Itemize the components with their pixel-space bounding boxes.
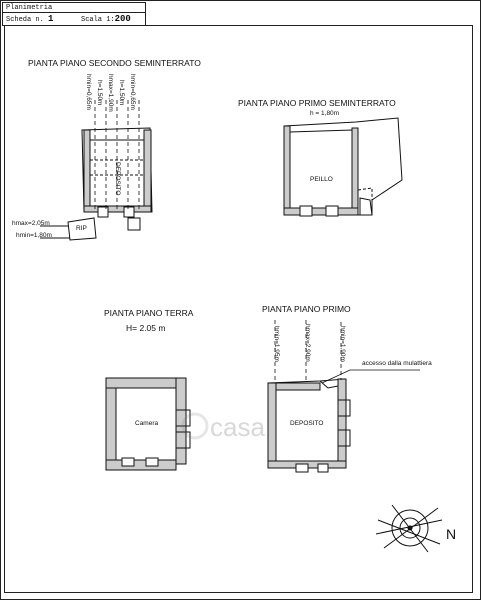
plan-1-hmin-rip: hmin=1,80m [16,232,52,239]
plan-1-height-2: h=1,50m [96,80,103,106]
plan-1-height-5: hmin=0,65m [129,74,136,110]
plan-1-height-3: hmax=1,90m [107,74,114,112]
plan-4-title: PIANTA PIANO PRIMO [262,304,351,314]
plan-secondo-seminterrato [40,100,152,240]
plan-primo-seminterrato [284,118,402,216]
plan-2-room: PEILLO [310,176,333,183]
plan-3-title: PIANTA PIANO TERRA [104,308,194,318]
scala-value: 200 [114,14,131,24]
plan-1-rip: RIP [76,225,87,232]
plan-1-height-1: hmin=0,65m [85,74,92,110]
plan-1-title: PIANTA PIANO SECONDO SEMINTERRATO [28,58,201,68]
watermark-text: casa [210,412,265,442]
scheda-value: 1 [48,14,54,24]
scala-label: Scala 1: [81,16,115,24]
plan-3-room: Camera [135,420,159,427]
plan-4-height-2: hmax=2,90m [304,324,311,362]
plan-1-height-4: h=1,50m [118,80,125,106]
title-block-title: Planimetria [3,3,145,13]
plan-4-height-1: hmin=1,95m [273,326,280,362]
plan-4-room: DEPOSITO [290,420,324,427]
plan-3-height: H= 2.05 m [126,323,166,333]
north-arrow [376,505,442,552]
scheda-label: Scheda n. [6,16,44,24]
plan-1-room: DEPOSITO [114,162,121,196]
plan-4-height-3: hmin=1,90m [339,326,346,362]
plan-2-title: PIANTA PIANO PRIMO SEMINTERRATO [238,98,396,108]
north-label: N [446,526,457,542]
plan-4-accesso: accesso dalla mulattiera [362,360,432,367]
plan-1-hmax-rip: hmax=2,05m [12,220,50,227]
plan-2-height: h = 1,80m [310,110,340,117]
